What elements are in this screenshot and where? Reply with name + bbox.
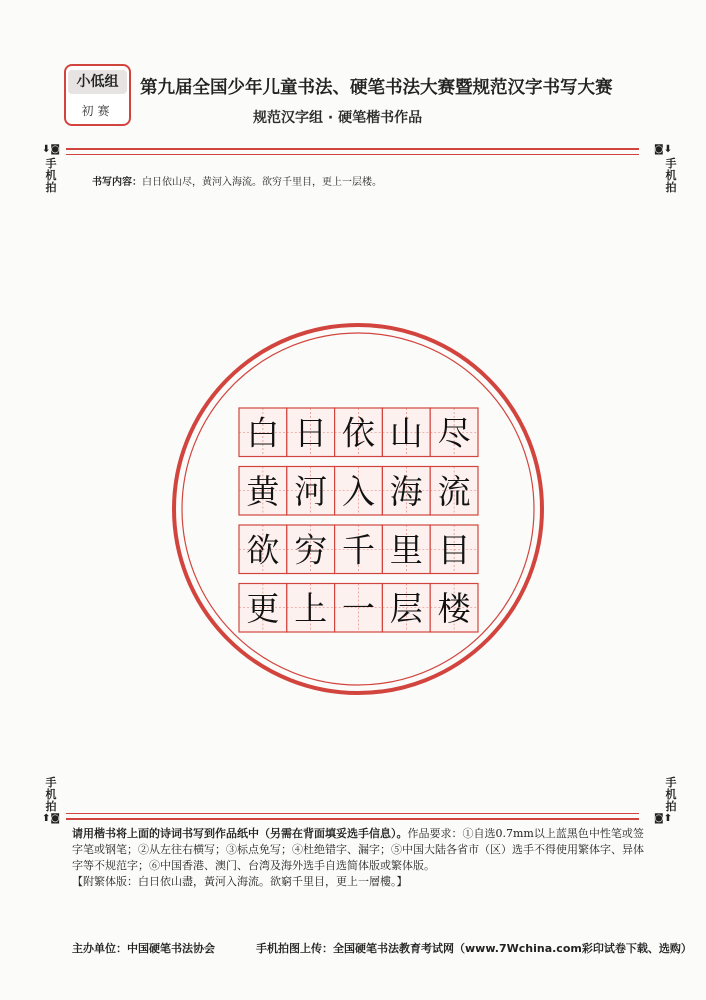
photo-label-bottom-left: 手机拍 (45, 776, 57, 813)
instructions-body: 作品要求：①自选0.7mm以上蓝黑色中性笔或签字笔或钢笔；②从左往右横写；③标点免写；④杜绝错字、漏字；⑤中国大陆各省市（区）选手不得使用繁体字、异体字等不规范字；⑥中国香港、澳门、台湾及海外选手自选简体版或繁体版。 (72, 827, 644, 872)
instructions-lead: 请用楷书将上面的诗词书写到作品纸中（另需在背面填妥选手信息）。 (72, 827, 408, 840)
camera-icon-top-right: ◙⬇ (654, 144, 673, 155)
grid-character: 目 (437, 530, 471, 570)
grid-character: 层 (389, 588, 423, 628)
page-subtitle: 规范汉字组 · 硬笔楷书作品 (253, 110, 423, 126)
character-grid (239, 408, 478, 632)
grid-character: 黄 (246, 471, 280, 511)
grid-character: 依 (342, 413, 375, 453)
writing-content-text: 白日依山尽，黄河入海流。欲穷千里目，更上一层楼。 (142, 177, 382, 188)
grid-character: 山 (389, 413, 423, 453)
grid-character: 流 (437, 471, 471, 511)
grid-character: 穷 (294, 530, 328, 570)
grid-character: 里 (389, 530, 423, 570)
footer-organizer: 主办单位：中国硬笔书法协会 (72, 942, 215, 955)
camera-icon-bottom-left: ⬆◙ (42, 813, 61, 824)
grid-character: 更 (246, 588, 280, 628)
grid-character: 千 (342, 530, 375, 570)
group-label: 小低组 (68, 70, 127, 94)
footer-upload: 手机拍图上传：全国硬笔书法教育考试网（www.7Wchina.com彩印试卷下载、选购） (256, 942, 692, 955)
grid-character: 一 (342, 588, 375, 628)
camera-icon-bottom-right: ◙⬆ (654, 813, 673, 824)
instructions-block (72, 826, 652, 890)
grid-character: 入 (342, 471, 375, 511)
photo-label-bottom-right: 手机拍 (665, 776, 677, 813)
writing-content-label: 书写内容： (92, 177, 142, 188)
grid-character: 海 (389, 471, 423, 511)
divider-bottom-1 (66, 813, 639, 814)
grid-character: 河 (294, 471, 328, 511)
round-label: 初赛 (81, 104, 114, 118)
photo-label-top-right: 手机拍 (665, 157, 677, 194)
grid-character: 日 (294, 413, 328, 453)
grid-character: 欲 (246, 530, 280, 570)
page-title: 第九届全国少年儿童书法、硬笔书法大赛暨规范汉字书写大赛 (140, 78, 613, 98)
instructions-traditional: 【附繁体版：白日依山盡，黃河入海流。欲窮千里目，更上一層樓。】 (72, 875, 408, 888)
grid-character: 白 (246, 413, 280, 453)
camera-icon-top-left: ⬇◙ (42, 144, 61, 155)
grid-character: 楼 (437, 588, 471, 628)
grid-character: 尽 (437, 413, 471, 453)
grid-character: 上 (294, 588, 328, 628)
photo-label-top-left: 手机拍 (45, 157, 57, 194)
divider-bottom-2 (66, 818, 639, 820)
